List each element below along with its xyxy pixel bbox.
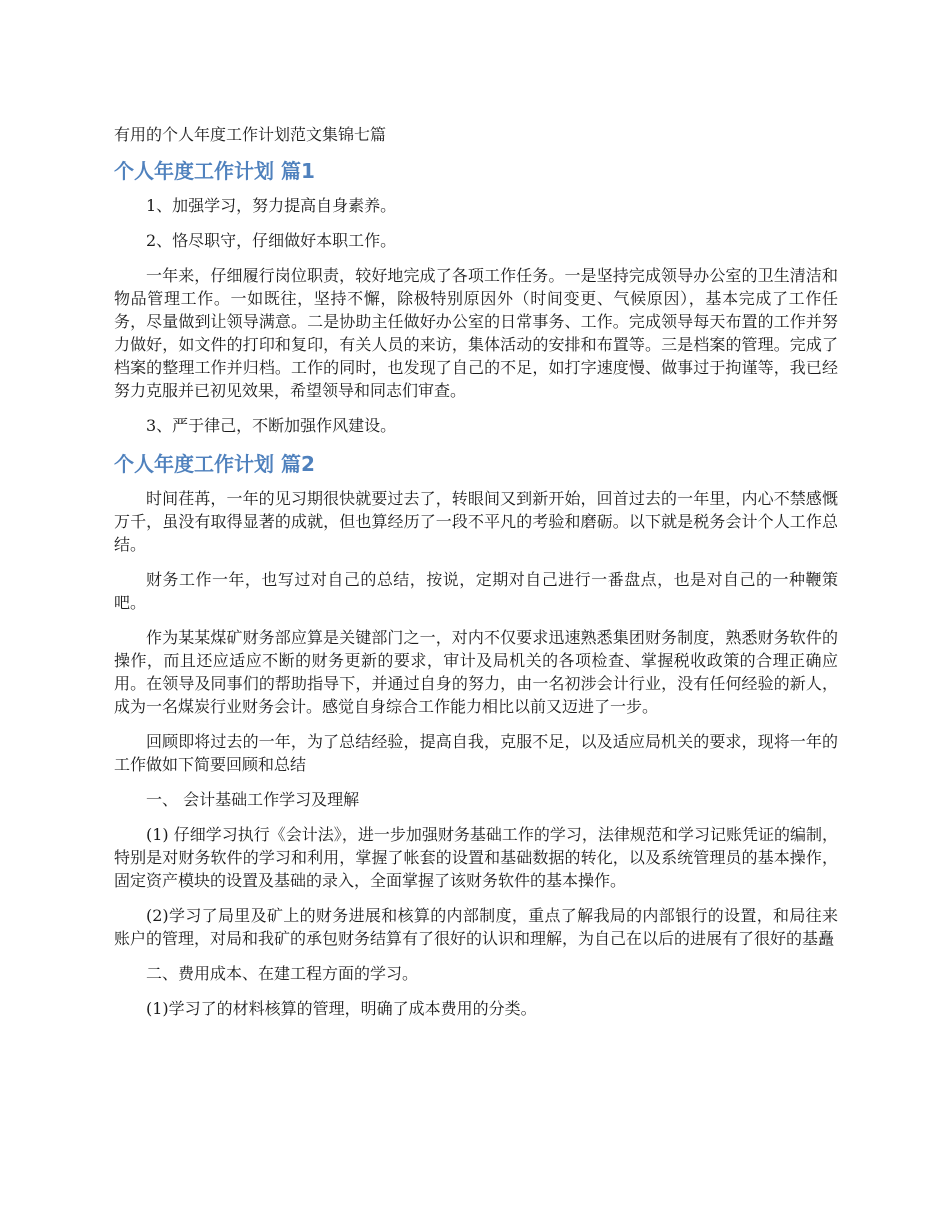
section-heading: 个人年度工作计划 篇2 <box>114 452 315 476</box>
subheading-paragraph: 二、费用成本、在建工程方面的学习。 <box>146 964 419 983</box>
section-2 <box>114 449 838 1020</box>
paragraph: 2、恪尽职守，仔细做好本职工作。 <box>146 231 397 250</box>
paragraph: (1)学习了的材料核算的管理，明确了成本费用的分类。 <box>146 999 537 1018</box>
paragraph: 3、严于律己，不断加强作风建设。 <box>146 416 397 435</box>
paragraph: 一年来，仔细履行岗位职责，较好地完成了各项工作任务。一是坚持完成领导办公室的卫生清洁和物品管理工作。一如既往，坚持不懈，除极特别原因外（时间变更、气候原因），基本完成了工作任务，尽量做到让领导满意。二是协助主任做好办公室的日常事务、工作。完成领导每天布置的工作并努力做好，如文件的打印和复印，有关人员的来访，集体活动的安排和布置等。三是档案的管理。完成了档案的整理工作并归档。工作的同时，也发现了自己的不足，如打字速度慢、做事过于拘谨等，我已经努力克服并已初见效果，希望领导和同志们审查。 <box>114 266 838 400</box>
section-1 <box>114 156 838 437</box>
paragraph: 时间荏苒，一年的见习期很快就要过去了，转眼间又到新开始，回首过去的一年里，内心不禁感慨万千，虽没有取得显著的成就，但也算经历了一段不平凡的考验和磨砺。以下就是税务会计个人工作总结。 <box>114 489 838 554</box>
paragraph: 财务工作一年，也写过对自己的总结，按说，定期对自己进行一番盘点，也是对自己的一种鞭策吧。 <box>114 570 838 612</box>
paragraph: (2)学习了局里及矿上的财务进展和核算的内部制度，重点了解我局的内部银行的设置，和局往来账户的管理，对局和我矿的承包财务结算有了很好的认识和理解，为自己在以后的进展有了很好的基矗 <box>114 906 838 948</box>
subheading-paragraph: 一、 会计基础工作学习及理解 <box>146 790 360 809</box>
paragraph: (1) 仔细学习执行《会计法》，进一步加强财务基础工作的学习，法律规范和学习记账凭证的编制，特别是对财务软件的学习和利用，掌握了帐套的设置和基础数据的转化，以及系统管理员的基本操作，固定资产模块的设置及基础的录入，全面掌握了该财务软件的基本操作。 <box>114 825 838 890</box>
paragraph: 1、加强学习，努力提高自身素养。 <box>146 196 397 215</box>
document-page <box>114 122 838 1032</box>
document-title: 有用的个人年度工作计划范文集锦七篇 <box>114 125 387 144</box>
section-heading: 个人年度工作计划 篇1 <box>114 159 315 183</box>
paragraph: 作为某某煤矿财务部应算是关键部门之一，对内不仅要求迅速熟悉集团财务制度，熟悉财务软件的操作，而且还应适应不断的财务更新的要求，审计及局机关的各项检查、掌握税收政策的合理正确应用。在领导及同事们的帮助指导下，并通过自身的努力，由一名初涉会计行业，没有任何经验的新人，成为一名煤炭行业财务会计。感觉自身综合工作能力相比以前又迈进了一步。 <box>114 628 838 716</box>
paragraph: 回顾即将过去的一年，为了总结经验，提高自我，克服不足，以及适应局机关的要求，现将一年的工作做如下简要回顾和总结 <box>114 732 838 774</box>
